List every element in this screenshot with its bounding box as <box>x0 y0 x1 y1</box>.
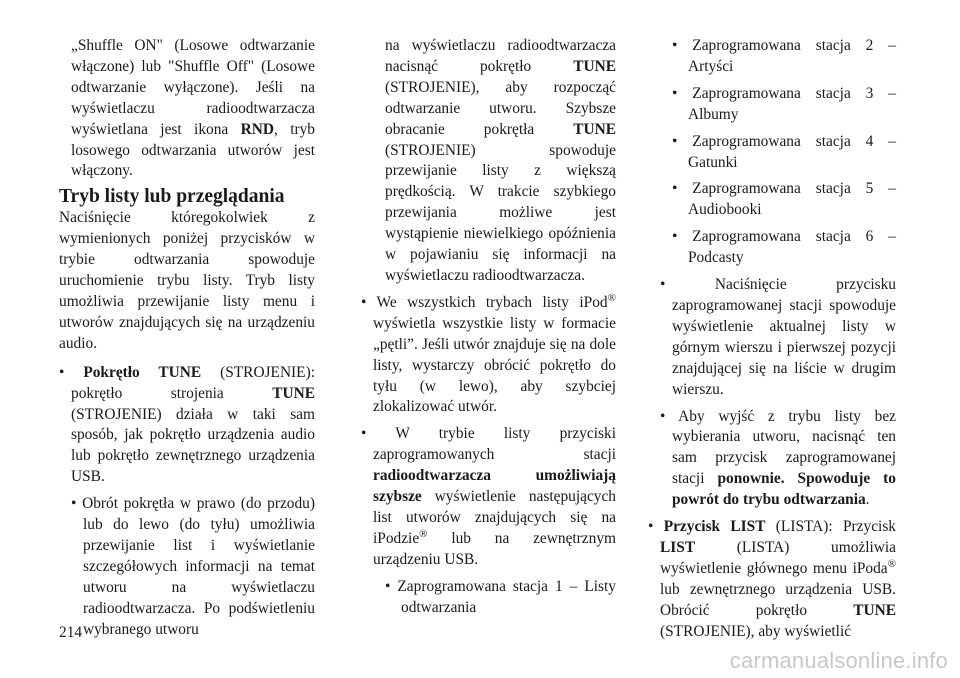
page-number: 214 <box>59 624 83 641</box>
left-column <box>59 36 315 640</box>
preset-station-5: • Zaprogramowana stacja 5 – Audiobooki <box>672 180 896 219</box>
middle-column <box>361 36 616 618</box>
bullet-ipod-loop: • We wszystkich trybach listy iPod® wyświetla wszystkie listy w formacie „pętli”. Jeśli utwór znajduje się na dole listy, wystarczy obrócić pokrętło do tyłu (w lewo), aby szybciej zlokalizować utwór. <box>361 291 616 416</box>
preset-station-4: • Zaprogramowana stacja 4 – Gatunki <box>672 132 896 171</box>
bullet-tune-knob: • Pokrętło TUNE (STROJENIE): pokrętło strojenia TUNE (STROJENIE) działa w taki sam sposób, jak pokrętło urządzenia audio lub pokrętło zewnętrznego urządzenia USB. <box>59 363 315 486</box>
bullet-exit-list: • Aby wyjść z trybu listy bez wybierania utworu, nacisnąć ten sam przycisk zaprogramowanej stacji ponownie. Spowoduje to powrót do trybu odtwarzania. <box>660 407 897 509</box>
continued-paragraph: na wyświetlaczu radioodtwarzacza nacisnąć pokrętło TUNE (STROJENIE), aby rozpocząć odtwarzanie utworu. Szybsze obracanie pokrętła TUNE (STROJENIE) spowoduje przewijanie listy z większą prędkością. W trakcie szybkiego przewijania możliwe jest wystąpienie niewielkiego opóźnienia w pojawianiu się informacji na wyświetlaczu radioodtwarzacza. <box>385 37 616 284</box>
intro-paragraph: „Shuffle ON" (Losowe odtwarzanie włączone) lub "Shuffle Off" (Losowe odtwarzanie wyłączone). Jeśli na wyświetlaczu radioodtwarzacza wyświetlana jest ikona RND, tryb losowego odtwarzania utworów jest włączony. <box>71 37 315 180</box>
section-heading: Tryb listy lub przeglądania <box>59 186 285 208</box>
right-column <box>648 36 896 642</box>
preset-station-3: • Zaprogramowana stacja 3 – Albumy <box>672 84 896 123</box>
preset-station-1: • Zaprogramowana stacja 1 – Listy odtwarzania <box>385 577 616 616</box>
section-body-paragraph: Naciśnięcie któregokolwiek z wymienionych poniżej przycisków w trybie odtwarzania spowoduje uruchomienie trybu listy. Tryb listy umożliwia przewijanie listy menu i utworów znajdujących się na urządzeniu audio. <box>59 209 315 352</box>
bullet-list-button: • Przycisk LIST (LISTA): Przycisk LIST (LISTA) umożliwia wyświetlenie głównego menu iPoda® lub zewnętrznego urządzenia USB. Obrócić pokrętło TUNE (STROJENIE), aby wyświetlić <box>648 518 896 640</box>
bullet-preset-press: • Naciśnięcie przycisku zaprogramowanej stacji spowoduje wyświetlenie aktualnej listy w górnym wierszu i pierwszej pozycji znajdującej się na liście w drugim wierszu. <box>660 276 896 398</box>
sub-bullet-rotate: • Obrót pokrętła w prawo (do przodu) lub do lewo (do tyłu) umożliwia przewijanie list i wyświetlanie szczegółowych informacji na temat utworu na wyświetlaczu radioodtwarzacza. Po podświetleniu wybranego utworu <box>71 495 315 638</box>
watermark: carmanualsonline.info <box>729 648 948 673</box>
preset-station-6: • Zaprogramowana stacja 6 – Podcasty <box>672 228 896 267</box>
preset-station-2: • Zaprogramowana stacja 2 – Artyści <box>672 37 896 75</box>
bullet-preset-buttons: • W trybie listy przyciski zaprogramowanych stacji radioodtwarzacza umożliwiają szybsze wyświetlenie następujących list utworów znajdujących się na iPodzie® lub na zewnętrznym urządzeniu USB. <box>361 425 616 568</box>
